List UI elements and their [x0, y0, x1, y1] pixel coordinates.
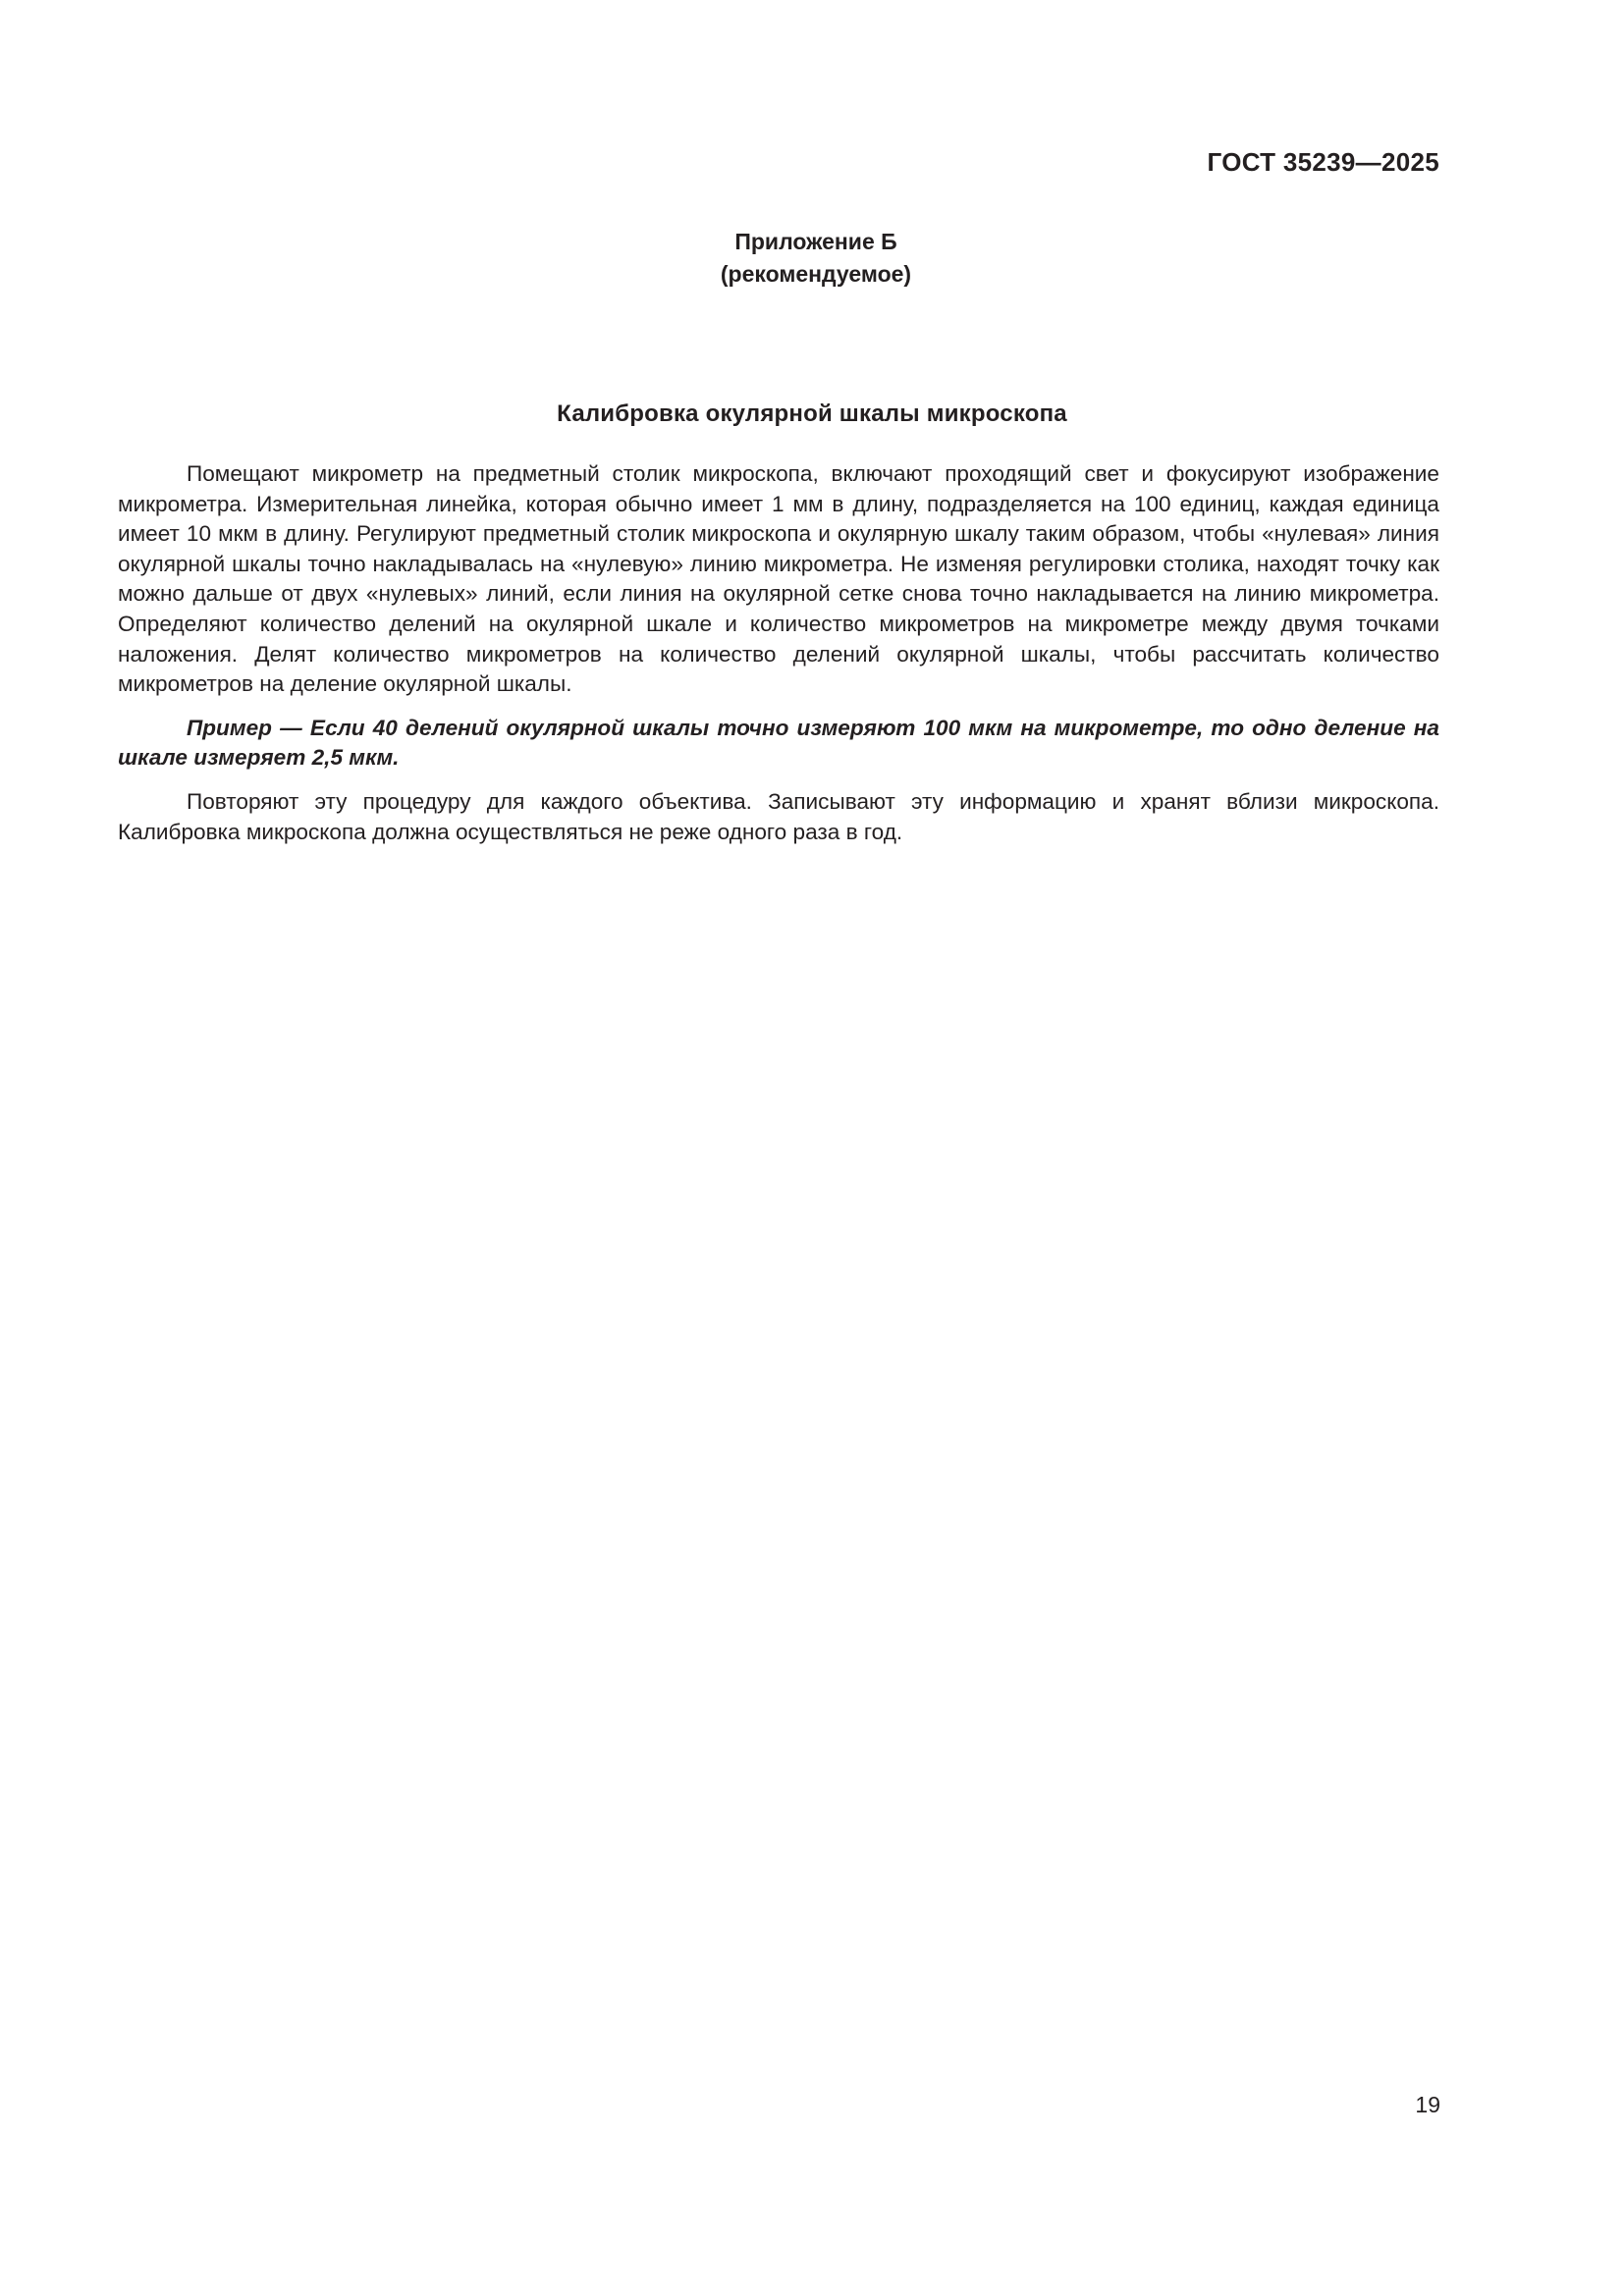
annex-status: (рекомендуемое)	[720, 261, 912, 287]
standard-number: ГОСТ 35239—2025	[1207, 147, 1439, 177]
body-text	[118, 459, 1439, 861]
section-heading: Калибровка окулярной шкалы микроскопа	[557, 400, 1067, 427]
annex-heading	[0, 226, 1624, 291]
paragraph-calibration-procedure: Помещают микрометр на предметный столик микроскопа, включают проходящий свет и фокусируют изображение микрометра. Измерительная линейка, которая обычно имеет 1 мм в длину, подразделяется на 100 единиц, каждая единица имеет 10 мкм в длину. Регулируют предметный столик микроскопа и окулярную шкалу таким образом, чтобы «нулевая» линия окулярной шкалы точно накладывалась на «нулевую» линию микрометра. Не изменяя регулировки столика, находят точку как можно дальше от двух «нулевых» линий, если линия на окулярной сетке снова точно накладывается на линию микрометра. Определяют количество делений на окулярной шкале и количество микрометров на микрометре между двумя точками наложения. Делят количество микрометров на количество делений окулярной шкалы, чтобы рассчитать количество микрометров на деление окулярной шкалы.	[118, 461, 1439, 697]
example-note: Пример — Если 40 делений окулярной шкалы точно измеряют 100 мкм на микрометре, то одно деление на шкале измеряет 2,5 мкм.	[118, 715, 1439, 771]
page-number: 19	[1415, 2092, 1440, 2117]
annex-title: Приложение Б	[734, 229, 897, 254]
paragraph-repeat-procedure: Повторяют эту процедуру для каждого объектива. Записывают эту информацию и хранят вблизи микроскопа. Калибровка микроскопа должна осуществляться не реже одного раза в год.	[118, 788, 1439, 844]
